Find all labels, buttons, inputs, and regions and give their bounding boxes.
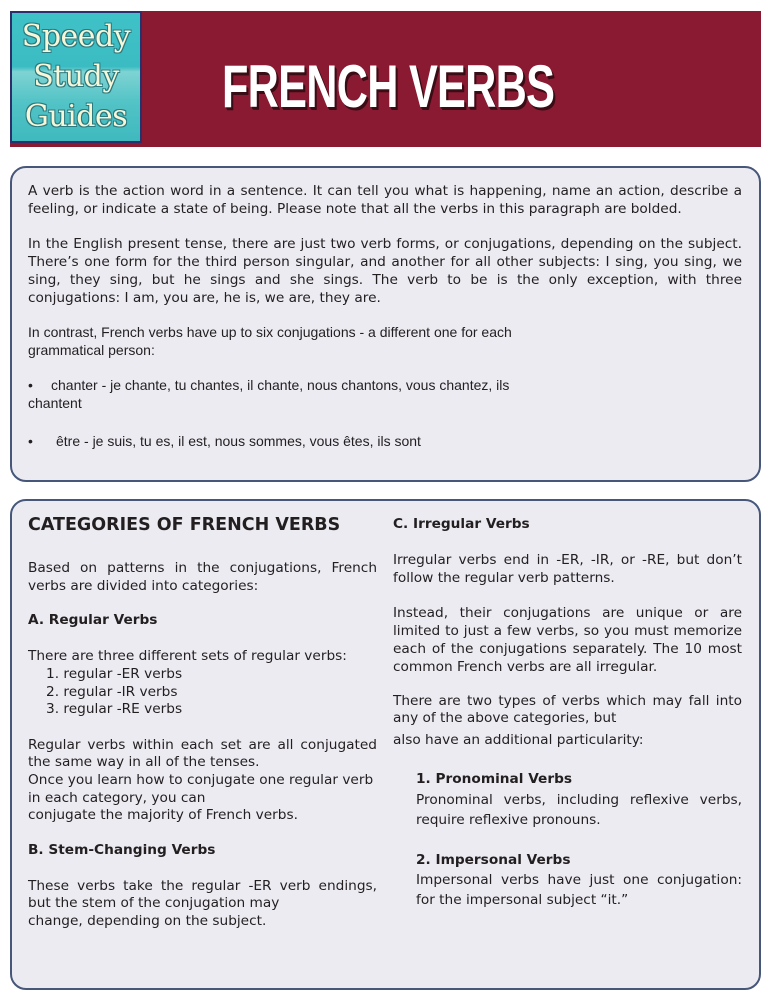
page-title: FRENCH VERBS (222, 53, 555, 120)
stem-changing-text-line: but the stem of the conjugation may (28, 895, 280, 911)
irregular-verbs-paragraph-2: Instead, their conjugations are unique or are limited to just a few verbs, so you must memorize each of the conjugations separately. The 10 most common French verbs are all irregular. (393, 605, 742, 675)
irregular-verbs-heading: C. Irregular Verbs (393, 516, 530, 532)
regular-verbs-text-line: in each category, you can (28, 790, 206, 806)
regular-verbs-text-line: the same way in all of the tenses. (28, 754, 260, 770)
chanter-conjugation-line-2: chantent (28, 395, 82, 411)
regular-verbs-list-item: 1. regular -ER verbs (46, 666, 183, 682)
etre-conjugation: être - je suis, tu es, il est, nous sommes, vous êtes, ils sont (56, 433, 421, 449)
speedy-study-guides-logo (10, 11, 142, 143)
verb-types-text-line: any of the above categories, but (393, 710, 617, 726)
intro-paragraph-3-line-1: In contrast, French verbs have up to six conjugations - a different one for each (28, 324, 512, 340)
impersonal-verbs-heading: 2. Impersonal Verbs (416, 852, 571, 868)
stem-changing-text-line: change, depending on the subject. (28, 913, 267, 929)
regular-verbs-heading: A. Regular Verbs (28, 612, 158, 628)
stem-changing-text-line: These verbs take the regular -ER verb endings, (28, 878, 377, 894)
verb-types-text-line: There are two types of verbs which may fall into (393, 693, 742, 709)
stem-changing-verbs-heading: B. Stem-Changing Verbs (28, 842, 216, 858)
regular-verbs-text-line: Regular verbs within each set are all conjugated (28, 737, 377, 753)
intro-paragraph-2: In the English present tense, there are just two verb forms, or conjugations, depending on the subject. There’s one form for the third person singular, and another for all other subjects: I sing, you sing, we sing, they sing, but he sings and she sings. The verb to be is the only exception, with three conjugations: I am, you are, he is, we are, they are. (28, 236, 742, 306)
intro-paragraph-1: A verb is the action word in a sentence. It can tell you what is happening, name an action, describe a feeling, or indicate a state of being. Please note that all the verbs in this paragraph are bolded. (28, 183, 742, 217)
regular-verbs-list-item: 2. regular -IR verbs (46, 684, 178, 700)
logo-line: Speedy (21, 19, 131, 54)
regular-verbs-intro: There are three different sets of regular verbs: (28, 648, 347, 664)
bullet-icon: • (28, 433, 33, 449)
regular-verbs-text-line: Once you learn how to conjugate one regular verb (28, 772, 374, 788)
irregular-verbs-paragraph-1: Irregular verbs end in -ER, -IR, or -RE, but don’t follow the regular verb patterns. (393, 552, 742, 586)
categories-intro: Based on patterns in the conjugations, French verbs are divided into categories: (28, 560, 377, 594)
regular-verbs-text-line: conjugate the majority of French verbs. (28, 807, 298, 823)
intro-paragraph-3-line-2: grammatical person: (28, 342, 155, 358)
logo-line: Study (33, 59, 119, 94)
pronominal-verbs-heading: 1. Pronominal Verbs (416, 771, 573, 787)
verb-types-text-line: also have an additional particularity: (393, 732, 644, 748)
chanter-conjugation-line-1: chanter - je chante, tu chantes, il chante, nous chantons, vous chantez, ils (51, 377, 510, 393)
bullet-icon: • (28, 377, 33, 393)
logo-line: Guides (24, 99, 128, 134)
pronominal-verbs-text: Pronominal verbs, including reflexive verbs, require reflexive pronouns. (416, 792, 742, 828)
impersonal-verbs-text: Impersonal verbs have just one conjugation: for the impersonal subject “it.” (416, 872, 742, 908)
regular-verbs-list-item: 3. regular -RE verbs (46, 701, 183, 717)
categories-heading: CATEGORIES OF FRENCH VERBS (28, 515, 341, 535)
